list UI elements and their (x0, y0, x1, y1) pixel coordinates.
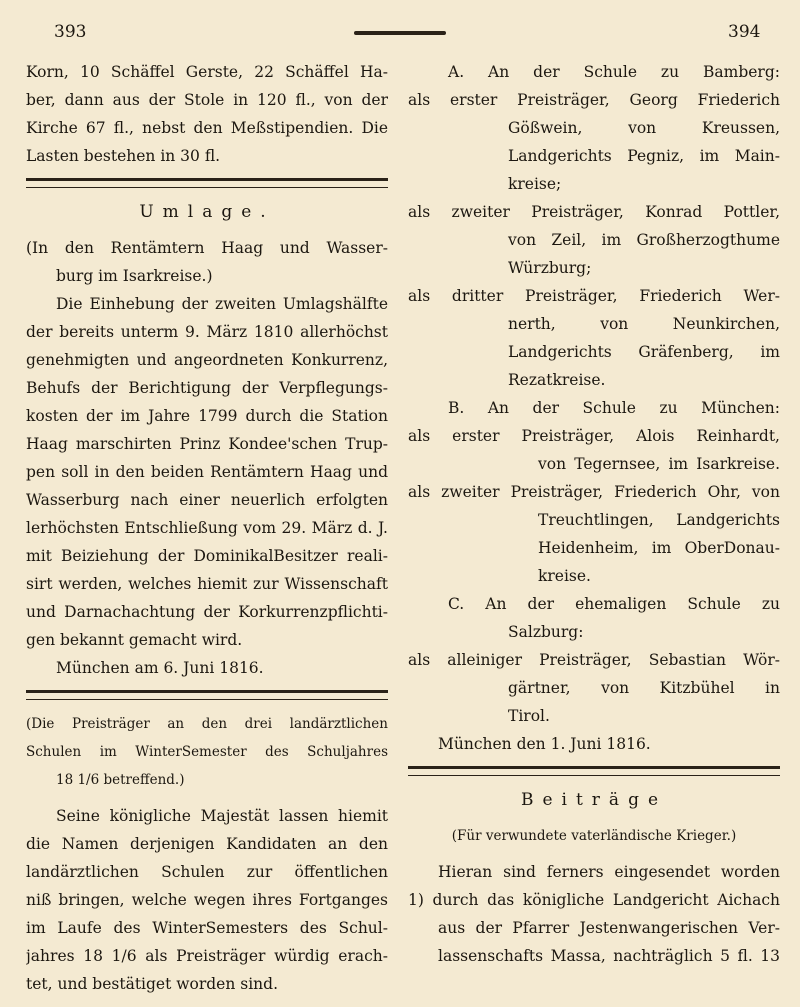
text-line: Hieran sind ferners eingesendet worden (438, 863, 780, 881)
text-line: der bereits unterm 9. März 1810 allerhöchst (26, 323, 388, 341)
text-line: ber, dann aus der Stole in 120 fl., von der (26, 91, 388, 109)
text-line: Lasten bestehen in 30 fl. (26, 147, 221, 165)
text-line: burg im Isarkreise.) (56, 267, 213, 285)
text-line: als zweiter Preisträger, Friederich Ohr, von (408, 483, 780, 501)
beitraege-title: Beiträge (520, 790, 668, 810)
text-line: Rezatkreise. (508, 371, 606, 389)
text-line: Tirol. (508, 707, 550, 725)
text-line: Landgerichts Pegniz, im Main- (508, 147, 780, 165)
text-line: Korn, 10 Schäffel Gerste, 22 Schäffel Ha- (26, 63, 388, 81)
text-line: als erster Preisträger, Georg Friederich (408, 91, 780, 109)
page-number-left: 393 (54, 22, 87, 42)
text-line: (Die Preisträger an den drei landärztlichen (26, 716, 388, 732)
beitraege-subtitle: (Für verwundete vaterländische Krieger.) (451, 828, 737, 844)
text-line: mit Beiziehung der DominikalBesitzer reali- (26, 547, 388, 565)
text-line: Würzburg; (508, 259, 592, 277)
text-line: pen soll in den beiden Rentämtern Haag und (26, 463, 388, 481)
text-line: Salzburg: (508, 623, 584, 641)
text-line: im Laufe des WinterSemesters des Schul- (26, 919, 388, 937)
umlage-date: München am 6. Juni 1816. (56, 659, 264, 677)
section-divider (26, 178, 388, 188)
text-line: als dritter Preisträger, Friederich Wer- (408, 287, 780, 305)
section-c-heading (408, 590, 780, 646)
text-line: Schulen im WinterSemester des Schuljahres (26, 744, 388, 760)
umlage-subtitle (26, 234, 388, 290)
section-a-heading: A. An der Schule zu Bamberg: (448, 63, 780, 81)
text-line: lerhöchsten Entschließung vom 29. März d. J. (26, 519, 388, 537)
text-line: Heidenheim, im OberDonau- (538, 539, 780, 557)
text-line: aus der Pfarrer Jestenwangerischen Ver- (438, 919, 780, 937)
section-b-list (408, 422, 780, 590)
section-c-list (408, 646, 780, 730)
text-line: Wasserburg nach einer neuerlich erfolgten (26, 491, 388, 509)
text-line: von Tegernsee, im Isarkreise. (538, 455, 780, 473)
text-line: jahres 18 1/6 als Preisträger würdig erach- (26, 947, 388, 965)
preis-subtitle (26, 710, 388, 794)
text-line: Die Einhebung der zweiten Umlagshälfte (56, 295, 388, 313)
preis-body (26, 802, 388, 998)
text-line: niß bringen, welche wegen ihres Fortganges (26, 891, 388, 909)
text-line: Treuchtlingen, Landgerichts (538, 511, 780, 529)
intro-paragraph (26, 58, 388, 170)
text-line: kreise. (538, 567, 591, 585)
text-line: gärtner, von Kitzbühel in (508, 679, 780, 697)
text-line: als erster Preisträger, Alois Reinhardt, (408, 427, 780, 445)
text-line: lassenschafts Massa, nachträglich 5 fl. 13 (438, 947, 780, 965)
text-line: die Namen derjenigen Kandidaten an den (26, 835, 388, 853)
text-line: gen bekannt gemacht wird. (26, 631, 243, 649)
text-line: und Darnachachtung der Korkurrenzpflichti- (26, 603, 388, 621)
text-line: Gößwein, von Kreussen, (508, 119, 780, 137)
section-divider (408, 766, 780, 776)
text-line: Seine königliche Majestät lassen hiemit (56, 807, 388, 825)
text-line: Behufs der Berichtigung der Verpflegungs- (26, 379, 388, 397)
section-a-list (408, 86, 780, 394)
text-line: Landgerichts Gräfenberg, im (508, 343, 780, 361)
section-b-heading: B. An der Schule zu München: (448, 399, 780, 417)
text-line: C. An der ehemaligen Schule zu (448, 595, 780, 613)
text-line: nerth, von Neunkirchen, (508, 315, 780, 333)
beitraege-body (408, 858, 780, 970)
umlage-body (26, 290, 388, 654)
text-line: von Zeil, im Großherzogthume (508, 231, 780, 249)
text-line: kreise; (508, 175, 562, 193)
text-line: als alleiniger Preisträger, Sebastian Wör- (408, 651, 780, 669)
section-divider (26, 690, 388, 700)
text-line: 1) durch das königliche Landgericht Aichach (408, 891, 780, 909)
right-column (408, 58, 780, 970)
text-line: Kirche 67 fl., nebst den Meßstipendien. Die (26, 119, 388, 137)
text-line: tet, und bestätiget worden sind. (26, 975, 279, 993)
header-rule (354, 31, 446, 35)
page-number-right: 394 (728, 22, 761, 42)
text-line: kosten der im Jahre 1799 durch die Station (26, 407, 388, 425)
right-date: München den 1. Juni 1816. (438, 735, 651, 753)
text-line: 18 1/6 betreffend.) (56, 772, 185, 788)
text-line: sirt werden, welches hiemit zur Wissenschaft (26, 575, 388, 593)
text-line: genehmigten und angeordneten Konkurrenz, (26, 351, 388, 369)
left-column (26, 58, 388, 998)
text-line: (In den Rentämtern Haag und Wasser- (26, 239, 388, 257)
text-line: landärztlichen Schulen zur öffentlichen (26, 863, 388, 881)
text-line: Haag marschirten Prinz Kondee'schen Trup- (26, 435, 388, 453)
umlage-title: Umlage. (139, 202, 275, 222)
text-line: als zweiter Preisträger, Konrad Pottler, (408, 203, 780, 221)
